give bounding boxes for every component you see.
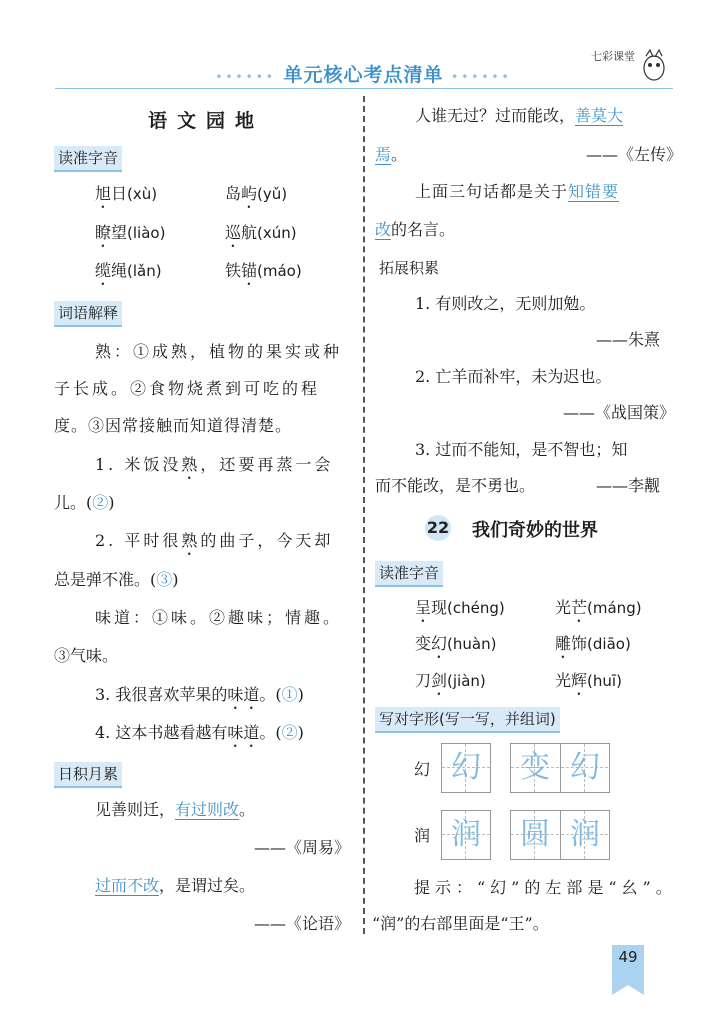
write-label-2: 润	[414, 826, 431, 845]
tip-line-2: “润”的右部里面是“王”。	[372, 914, 549, 933]
tag-label: 日积月累	[54, 762, 122, 788]
read-tag-right	[375, 561, 443, 587]
write-box-single-2	[441, 810, 491, 860]
lesson-number: 22	[425, 515, 451, 541]
accum-source-2: ——《论语》	[254, 914, 351, 933]
read-row-2-col-2: 巡航(xún)	[225, 223, 297, 242]
answer-blank: 过而不改	[95, 876, 160, 895]
tip-line-1: 提示：“幻”的左部是“幺”。	[414, 878, 677, 897]
question-2-line-2: 总是弹不准。(③)	[54, 570, 179, 589]
explain-line-1: 熟：①成熟，植物的果实或种	[95, 342, 343, 361]
question-2-line-1: 2. 平时很熟的曲子，今天却	[95, 531, 334, 550]
expand-tag	[375, 256, 443, 280]
brand-label: 七彩课堂	[591, 50, 635, 63]
explain-tag	[54, 301, 122, 327]
header-rule	[55, 88, 673, 89]
answer-2: ③	[156, 570, 173, 589]
mascot-icon	[640, 48, 668, 82]
question-1-line-2: 儿。(②)	[54, 493, 115, 512]
column-divider	[363, 96, 365, 934]
summary-line-1: 上面三句话都是关于知错要	[415, 182, 620, 201]
question-1-line-1: 1. 米饭没熟，还要再蒸一会	[95, 455, 334, 474]
written-char: 圆	[520, 817, 550, 852]
question-3: 3. 我很喜欢苹果的味道。(①)	[95, 685, 304, 704]
lesson-read-row-2-col-1: 变幻(huàn)	[415, 634, 497, 653]
tag-label: 读准字音	[54, 146, 122, 172]
write-box-word-1	[510, 743, 610, 793]
lesson-number-badge	[425, 515, 451, 541]
meaning-line-2: ③气味。	[54, 646, 119, 665]
section-title: 语文园地	[148, 110, 265, 132]
expand-item-2: 2. 亡羊而补牢，未为迟也。	[415, 367, 612, 386]
accum-tag	[54, 762, 122, 788]
answer-3: ①	[281, 685, 298, 704]
explain-line-2: 子长成。②食物烧煮到可吃的程	[54, 379, 321, 398]
accum-line-2: 过而不改，是谓过矣。	[95, 876, 256, 895]
read-row-1-col-1: 旭日(xù)	[95, 184, 158, 203]
expand-item-3-line-2: 而不能改，是不勇也。	[375, 476, 536, 495]
read-row-3-col-1: 缆绳(lǎn)	[95, 261, 162, 280]
quote-line-2: 焉。	[375, 145, 408, 164]
expand-source-2: ——《战国策》	[563, 403, 676, 422]
answer-blank: 善莫大	[575, 106, 624, 125]
meaning-line-1: 味道：①味。②趣味；情趣。	[95, 608, 343, 627]
answer-4: ②	[281, 723, 298, 742]
expand-item-3-line-1: 3. 过而不能知，是不智也；知	[415, 440, 628, 459]
tag-label: 词语解释	[54, 301, 122, 327]
written-char: 润	[570, 817, 600, 852]
lesson-read-row-1-col-2: 光芒(máng)	[555, 598, 642, 617]
lesson-title: 我们奇妙的世界	[472, 520, 598, 541]
written-char: 变	[520, 750, 550, 785]
explain-line-3: 度。③因常接触而知道得清楚。	[54, 416, 293, 435]
written-char: 润	[451, 817, 481, 852]
lesson-read-row-3-col-1: 刀剑(jiàn)	[415, 671, 486, 690]
write-box-single-1	[441, 743, 491, 793]
write-box-word-2	[510, 810, 610, 860]
expand-source-1: ——朱熹	[596, 330, 661, 349]
answer-blank: 改	[375, 220, 392, 239]
quote-source: ——《左传》	[586, 145, 683, 164]
written-char: 幻	[451, 750, 481, 785]
expand-source-3: ——李觏	[596, 476, 661, 495]
lesson-read-row-1-col-1: 呈现(chéng)	[415, 598, 505, 617]
write-tag	[375, 707, 560, 733]
answer-blank: 焉	[375, 145, 392, 164]
header-title: 单元核心考点清单	[283, 64, 444, 86]
quote-line-1: 人谁无过？过而能改，善莫大	[415, 106, 624, 125]
tag-label: 写对字形(写一写，并组词)	[375, 707, 560, 733]
lesson-read-row-3-col-2: 光辉(huī)	[555, 671, 622, 690]
read-tag-left	[54, 146, 122, 172]
question-4: 4. 这本书越看越有味道。(②)	[95, 723, 304, 742]
answer-1: ②	[92, 493, 109, 512]
unit-header	[0, 60, 727, 87]
summary-line-2: 改的名言。	[375, 220, 456, 239]
read-row-1-col-2: 岛屿(yǔ)	[225, 184, 288, 203]
write-label-1: 幻	[414, 760, 431, 779]
tag-label: 读准字音	[375, 561, 443, 587]
accum-source-1: ——《周易》	[254, 838, 351, 857]
read-row-3-col-2: 铁锚(máo)	[225, 261, 302, 280]
accum-line-1: 见善则迁，有过则改。	[95, 800, 256, 819]
tag-label: 拓展积累	[379, 259, 440, 277]
expand-item-1: 1. 有则改之，无则加勉。	[415, 294, 596, 313]
header-dots-left: ••••••	[215, 70, 276, 84]
written-char: 幻	[570, 750, 600, 785]
read-row-2-col-1: 瞭望(liào)	[95, 223, 166, 242]
page-number: 49	[618, 948, 638, 966]
lesson-read-row-2-col-2: 雕饰(diāo)	[555, 634, 631, 653]
answer-blank: 有过则改	[175, 800, 240, 819]
answer-blank: 知错要	[568, 182, 620, 201]
header-dots-right: ••••••	[451, 70, 512, 84]
